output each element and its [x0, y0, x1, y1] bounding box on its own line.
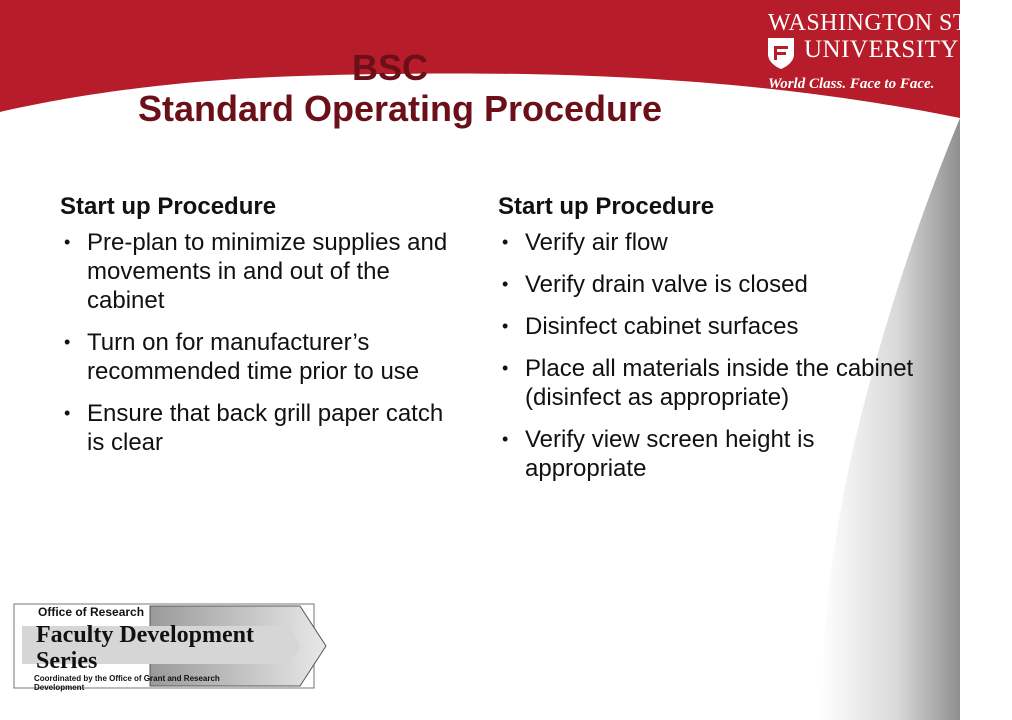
left-column: [60, 192, 460, 470]
left-column-heading: Start up Procedure: [60, 193, 277, 220]
fds-coordinated-label: Coordinated by the Office of Grant and Research Development: [34, 674, 220, 692]
list-item-text: Place all materials inside the cabinet (disinfect as appropriate): [525, 355, 914, 411]
bullet-icon: •: [502, 316, 509, 336]
list-item-text: Disinfect cabinet surfaces: [525, 313, 799, 340]
wsu-name-line2: UNIVERSITY: [804, 36, 959, 63]
bullet-icon: •: [64, 403, 71, 423]
list-item: [60, 399, 460, 457]
right-bullet-list: [498, 228, 918, 483]
fds-title-line2: Series: [36, 648, 98, 674]
title-line-2: Standard Operating Procedure: [137, 88, 663, 129]
fds-office-label: Office of Research: [38, 605, 145, 619]
list-item: [498, 228, 918, 257]
wsu-name-line1: WASHINGTON STATE: [768, 10, 1012, 36]
list-item-text: Ensure that back grill paper catch is clear: [87, 400, 444, 456]
bullet-icon: •: [502, 232, 509, 252]
right-column: [498, 192, 918, 496]
list-item: [60, 328, 460, 386]
right-column-heading: Start up Procedure: [498, 193, 715, 220]
list-item: [498, 425, 918, 483]
bullet-icon: •: [502, 274, 509, 294]
list-item: [498, 270, 918, 299]
bullet-icon: •: [64, 232, 71, 252]
list-item: [498, 312, 918, 341]
list-item-text: Turn on for manufacturer’s recommended time prior to use: [87, 329, 420, 385]
left-bullet-list: [60, 228, 460, 457]
list-item-text: Pre-plan to minimize supplies and movements in and out of the cabinet: [87, 229, 448, 314]
list-item-text: Verify air flow: [525, 229, 668, 256]
faculty-development-logo[interactable]: [14, 600, 326, 692]
wsu-tagline: World Class. Face to Face.: [768, 76, 935, 92]
list-item: [60, 228, 460, 315]
slide-title: [60, 48, 840, 130]
list-item: [498, 354, 918, 412]
fds-title-line1: Faculty Development: [36, 622, 254, 648]
list-item-text: Verify view screen height is appropriate: [525, 426, 815, 482]
bullet-icon: •: [502, 358, 509, 378]
list-item-text: Verify drain valve is closed: [525, 271, 808, 298]
bullet-icon: •: [64, 332, 71, 352]
title-line-1: BSC: [351, 47, 428, 88]
bullet-icon: •: [502, 429, 509, 449]
